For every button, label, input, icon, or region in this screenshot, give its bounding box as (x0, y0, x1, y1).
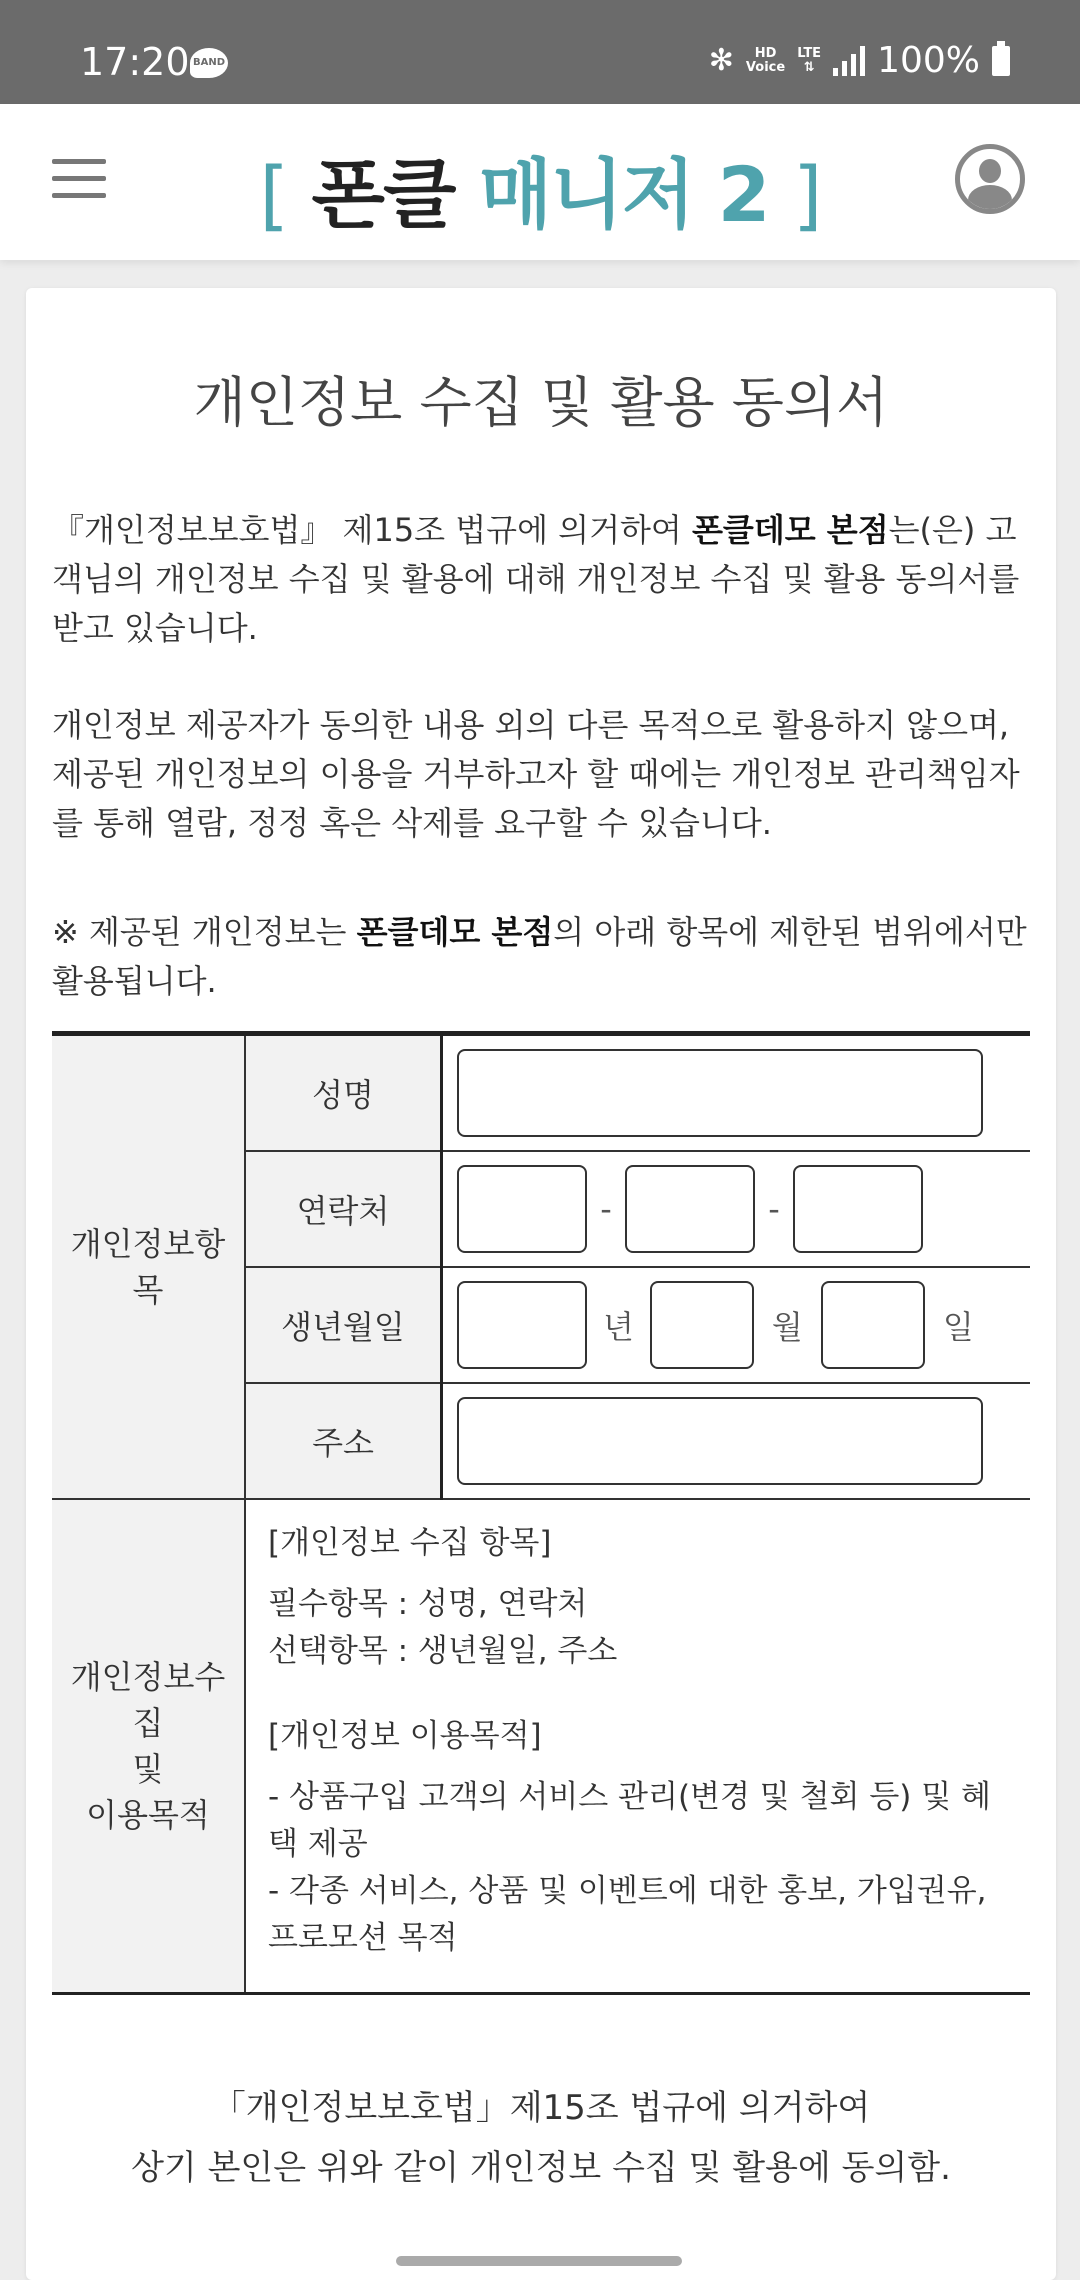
required-items: 필수항목 : 성명, 연락처 (268, 1586, 588, 1622)
scope-note: ※ 제공된 개인정보는 폰클데모 본점의 아래 항목에 제한된 범위에서만 활용됩니다. (52, 913, 1027, 1000)
profile-icon[interactable] (955, 144, 1025, 214)
name-input[interactable] (457, 1049, 983, 1137)
consent-statement: 「개인정보보호법」제15조 법규에 의거하여 상기 본인은 위와 같이 개인정보 수집 및 활용에 동의함. (131, 2088, 951, 2188)
app-logo: [ 폰클 매니저 2 ] (259, 150, 821, 239)
day-unit: 일 (942, 1308, 974, 1346)
year-unit: 년 (603, 1308, 634, 1346)
page-title: 개인정보 수집 및 활용 동의서 (193, 371, 889, 434)
purpose-item: - 각종 서비스, 상품 및 이벤트에 대한 홍보, 가입권유, 프로모션 목적 (268, 1873, 987, 1956)
usage-paragraph: 개인정보 제공자가 동의한 내용 외의 다른 목적으로 활용하지 않으며, 제공된 개인정보의 이용을 거부하고자 할 때에는 개인정보 관리책임자를 통해 열람, 정정 혹은 삭제를 요구할 수 있습니다. (52, 706, 1020, 842)
status-time: 17:20 (80, 40, 190, 84)
birthdate-label: 생년월일 (245, 1267, 442, 1383)
birth-month-input[interactable] (650, 1281, 754, 1369)
consent-card (26, 288, 1056, 2280)
intro-paragraph: 『개인정보보호법』 제15조 법규에 의거하여 폰클데모 본점는(은) 고객님의 개인정보 수집 및 활용에 대해 개인정보 수집 및 활용 동의서를 받고 있습니다. (52, 511, 1020, 647)
lte-icon: LTE ⇅ (797, 45, 822, 75)
collection-purpose-header: 개인정보수 집 및 이용목적 (52, 1499, 245, 1994)
month-unit: 월 (771, 1308, 803, 1346)
phone-dash: - (768, 1190, 780, 1228)
signal-icon (833, 46, 865, 76)
phone-part2-input[interactable] (625, 1165, 755, 1253)
consent-table (52, 1031, 1030, 1995)
phone-part1-input[interactable] (457, 1165, 587, 1253)
collection-purpose-details (245, 1499, 1030, 1994)
contact-label: 연락처 (245, 1151, 442, 1267)
hd-voice-icon: HD Voice (745, 45, 786, 75)
purpose-item: - 상품구입 고객의 서비스 관리(변경 및 철회 등) 및 혜택 제공 (268, 1779, 991, 1862)
birth-year-input[interactable] (457, 1281, 587, 1369)
address-label: 주소 (245, 1383, 442, 1499)
personal-info-items-header: 개인정보항 목 (52, 1034, 245, 1500)
app-header (0, 104, 1080, 260)
phone-part3-input[interactable] (793, 1165, 923, 1253)
birth-day-input[interactable] (821, 1281, 925, 1369)
gesture-navigation-bar[interactable] (396, 2256, 682, 2266)
bluetooth-icon: ✻ (708, 43, 734, 78)
status-bar (0, 0, 1080, 104)
purpose-header: [개인정보 이용목적] (268, 1718, 542, 1754)
collect-items-header: [개인정보 수집 항목] (268, 1525, 552, 1561)
phone-dash: - (600, 1190, 612, 1228)
optional-items: 선택항목 : 생년월일, 주소 (268, 1633, 618, 1669)
name-label: 성명 (245, 1034, 442, 1152)
battery-percent: 100% (877, 40, 980, 81)
band-app-icon: BAND (190, 48, 228, 78)
address-input[interactable] (457, 1397, 983, 1485)
status-icons (709, 40, 1010, 81)
battery-icon (992, 46, 1010, 76)
